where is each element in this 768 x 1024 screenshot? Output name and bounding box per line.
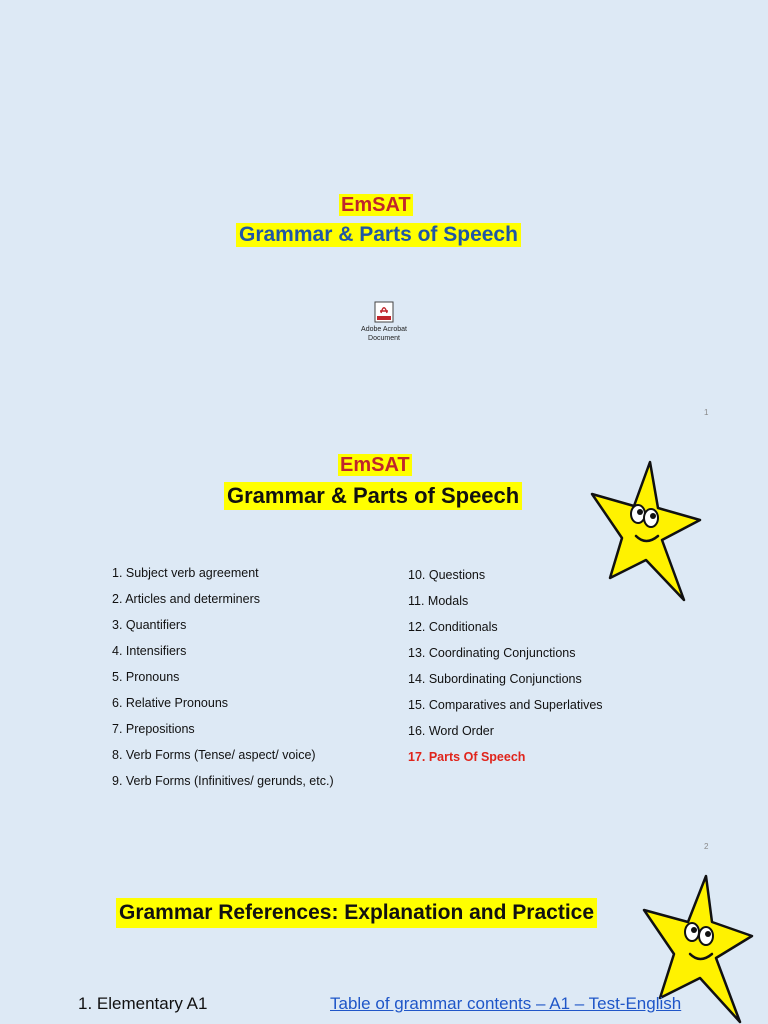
list-item: 14. Subordinating Conjunctions	[408, 672, 582, 686]
page-title-1: Grammar & Parts of Speech	[236, 223, 521, 247]
topics-right-column	[408, 568, 603, 776]
list-item: 9. Verb Forms (Infinitives/ gerunds, etc.)	[112, 774, 334, 788]
list-item: 16. Word Order	[408, 724, 494, 738]
list-item: 11. Modals	[408, 594, 469, 608]
grammar-contents-link[interactable]: Table of grammar contents – A1 – Test-English	[330, 994, 682, 1013]
list-item: 3. Quantifiers	[112, 618, 187, 632]
list-item: 4. Intensifiers	[112, 644, 187, 658]
page-number-2: 2	[704, 842, 709, 851]
list-item: 8. Verb Forms (Tense/ aspect/ voice)	[112, 748, 316, 762]
page-title-3: Grammar References: Explanation and Practice	[116, 898, 597, 928]
page-number-1: 1	[704, 408, 709, 417]
page-title-2: Grammar & Parts of Speech	[224, 482, 522, 510]
slide-3	[0, 860, 768, 1024]
pdf-attachment[interactable]	[352, 301, 416, 343]
list-item: 2. Articles and determiners	[112, 592, 260, 606]
list-item: 6. Relative Pronouns	[112, 696, 229, 710]
list-item: 10. Questions	[408, 568, 486, 582]
list-item: 7. Prepositions	[112, 722, 195, 736]
pdf-icon	[374, 301, 394, 323]
highlight-topic: 17. Parts Of Speech	[408, 750, 526, 764]
topics-left-column	[112, 566, 334, 800]
list-item: 12. Conditionals	[408, 620, 498, 634]
pdf-label-line1: Adobe Acrobat	[361, 326, 407, 333]
list-item: 1. Elementary A1	[78, 994, 208, 1013]
pdf-label-line2: Document	[368, 335, 400, 342]
list-item: 15. Comparatives and Superlatives	[408, 698, 603, 712]
slide-2	[0, 440, 768, 860]
brand-heading-2: EmSAT	[340, 454, 410, 476]
list-item: 5. Pronouns	[112, 670, 180, 684]
list-item: 13. Coordinating Conjunctions	[408, 646, 576, 660]
list-item: 1. Subject verb agreement	[112, 566, 259, 580]
brand-heading-1: EmSAT	[341, 194, 411, 216]
star-mascot-icon	[588, 460, 703, 605]
slide-1	[0, 0, 768, 420]
